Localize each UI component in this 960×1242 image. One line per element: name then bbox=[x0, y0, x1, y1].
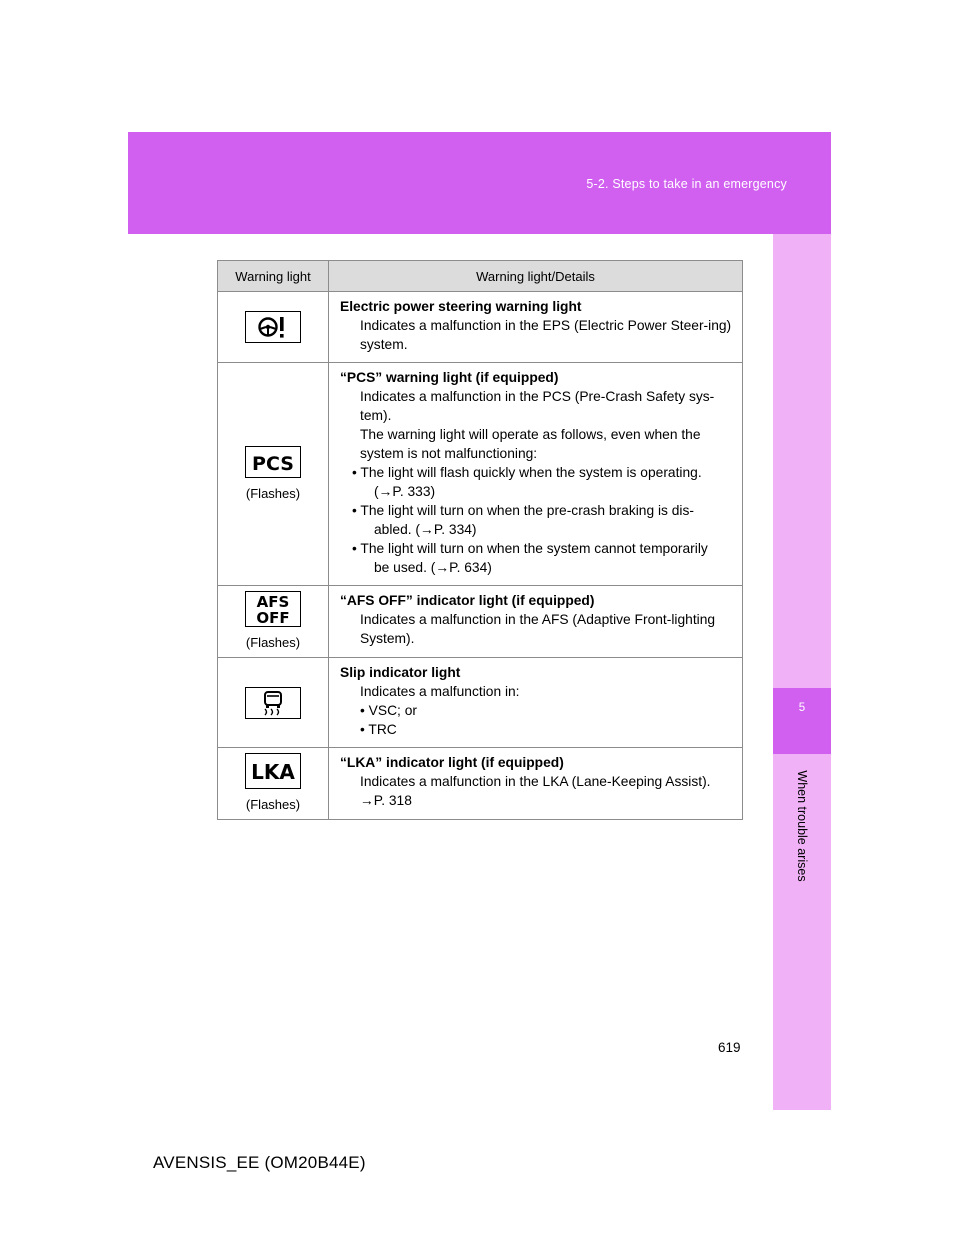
section-title: 5-2. Steps to take in an emergency bbox=[586, 177, 787, 191]
page-ref-link[interactable]: →P. 318 bbox=[360, 793, 412, 808]
light-title: “LKA” indicator light (if equipped) bbox=[340, 755, 564, 770]
icon-cell bbox=[218, 586, 329, 658]
list-item bbox=[340, 539, 732, 577]
lka-indicator-icon bbox=[245, 753, 301, 789]
bullet-text: • The light will turn on when the pre-crash braking is dis- bbox=[352, 503, 694, 518]
afs-off-indicator-icon bbox=[245, 591, 301, 627]
table-row bbox=[218, 586, 743, 658]
bullet-text: • The light will flash quickly when the system is operating. bbox=[352, 465, 702, 480]
warning-light-table bbox=[217, 260, 743, 820]
light-title: “PCS” warning light (if equipped) bbox=[340, 370, 559, 385]
flashes-label: (Flashes) bbox=[245, 797, 301, 812]
list-item: • VSC; or bbox=[360, 703, 417, 718]
eps-warning-icon bbox=[245, 311, 301, 343]
table-row bbox=[218, 363, 743, 586]
page-ref-link[interactable]: be used. (→P. 634) bbox=[374, 560, 492, 575]
list-item bbox=[340, 501, 732, 539]
light-description: Indicates a malfunction in the PCS (Pre-Crash Safety sys-tem). bbox=[360, 389, 715, 423]
icon-cell bbox=[218, 658, 329, 748]
slip-indicator-icon bbox=[245, 687, 301, 719]
light-description: Indicates a malfunction in the EPS (Electric Power Steer-ing) system. bbox=[360, 318, 732, 352]
header-band bbox=[128, 132, 831, 234]
light-description: Indicates a malfunction in: bbox=[360, 684, 520, 699]
lka-icon-text: LKA bbox=[251, 760, 295, 784]
icon-cell bbox=[218, 363, 329, 586]
pcs-warning-icon bbox=[245, 446, 301, 478]
light-description-extra: The warning light will operate as follows, even when the system is not malfunctioning: bbox=[360, 427, 701, 461]
off-icon-text: OFF bbox=[256, 609, 290, 626]
detail-cell bbox=[329, 586, 743, 658]
chapter-side-strip bbox=[773, 234, 831, 1110]
footer-model-code: AVENSIS_EE (OM20B44E) bbox=[153, 1153, 366, 1172]
table-row bbox=[218, 658, 743, 748]
chapter-number: 5 bbox=[798, 702, 806, 714]
icon-cell bbox=[218, 748, 329, 820]
list-item bbox=[340, 463, 732, 501]
table-row bbox=[218, 748, 743, 820]
flashes-label: (Flashes) bbox=[245, 635, 301, 650]
list-item: • TRC bbox=[360, 722, 397, 737]
detail-cell bbox=[329, 292, 743, 363]
detail-cell bbox=[329, 748, 743, 820]
page-ref-link[interactable]: abled. (→P. 334) bbox=[374, 522, 477, 537]
page-number: 619 bbox=[718, 1040, 741, 1055]
pcs-icon-text: PCS bbox=[252, 452, 294, 475]
flashes-label: (Flashes) bbox=[245, 485, 301, 501]
bullet-text: • The light will turn on when the system cannot temporarily bbox=[352, 541, 708, 556]
chapter-title bbox=[773, 762, 831, 890]
col-header-icon: Warning light bbox=[218, 261, 329, 292]
chapter-tab[interactable] bbox=[773, 688, 831, 754]
light-description: Indicates a malfunction in the LKA (Lane-Keeping Assist). bbox=[360, 774, 711, 789]
table-row bbox=[218, 292, 743, 363]
light-title: Electric power steering warning light bbox=[340, 299, 582, 314]
chapter-title-text: When trouble arises bbox=[795, 770, 809, 882]
light-description: Indicates a malfunction in the AFS (Adaptive Front-lighting System). bbox=[360, 612, 716, 646]
afs-icon-text: AFS bbox=[256, 593, 290, 611]
icon-cell bbox=[218, 292, 329, 363]
page-ref-link[interactable]: (→P. 333) bbox=[374, 484, 436, 499]
table-header-row bbox=[218, 261, 743, 292]
light-title: Slip indicator light bbox=[340, 665, 461, 680]
light-title: “AFS OFF” indicator light (if equipped) bbox=[340, 593, 595, 608]
detail-cell bbox=[329, 658, 743, 748]
detail-cell bbox=[329, 363, 743, 586]
col-header-details: Warning light/Details bbox=[329, 261, 743, 292]
